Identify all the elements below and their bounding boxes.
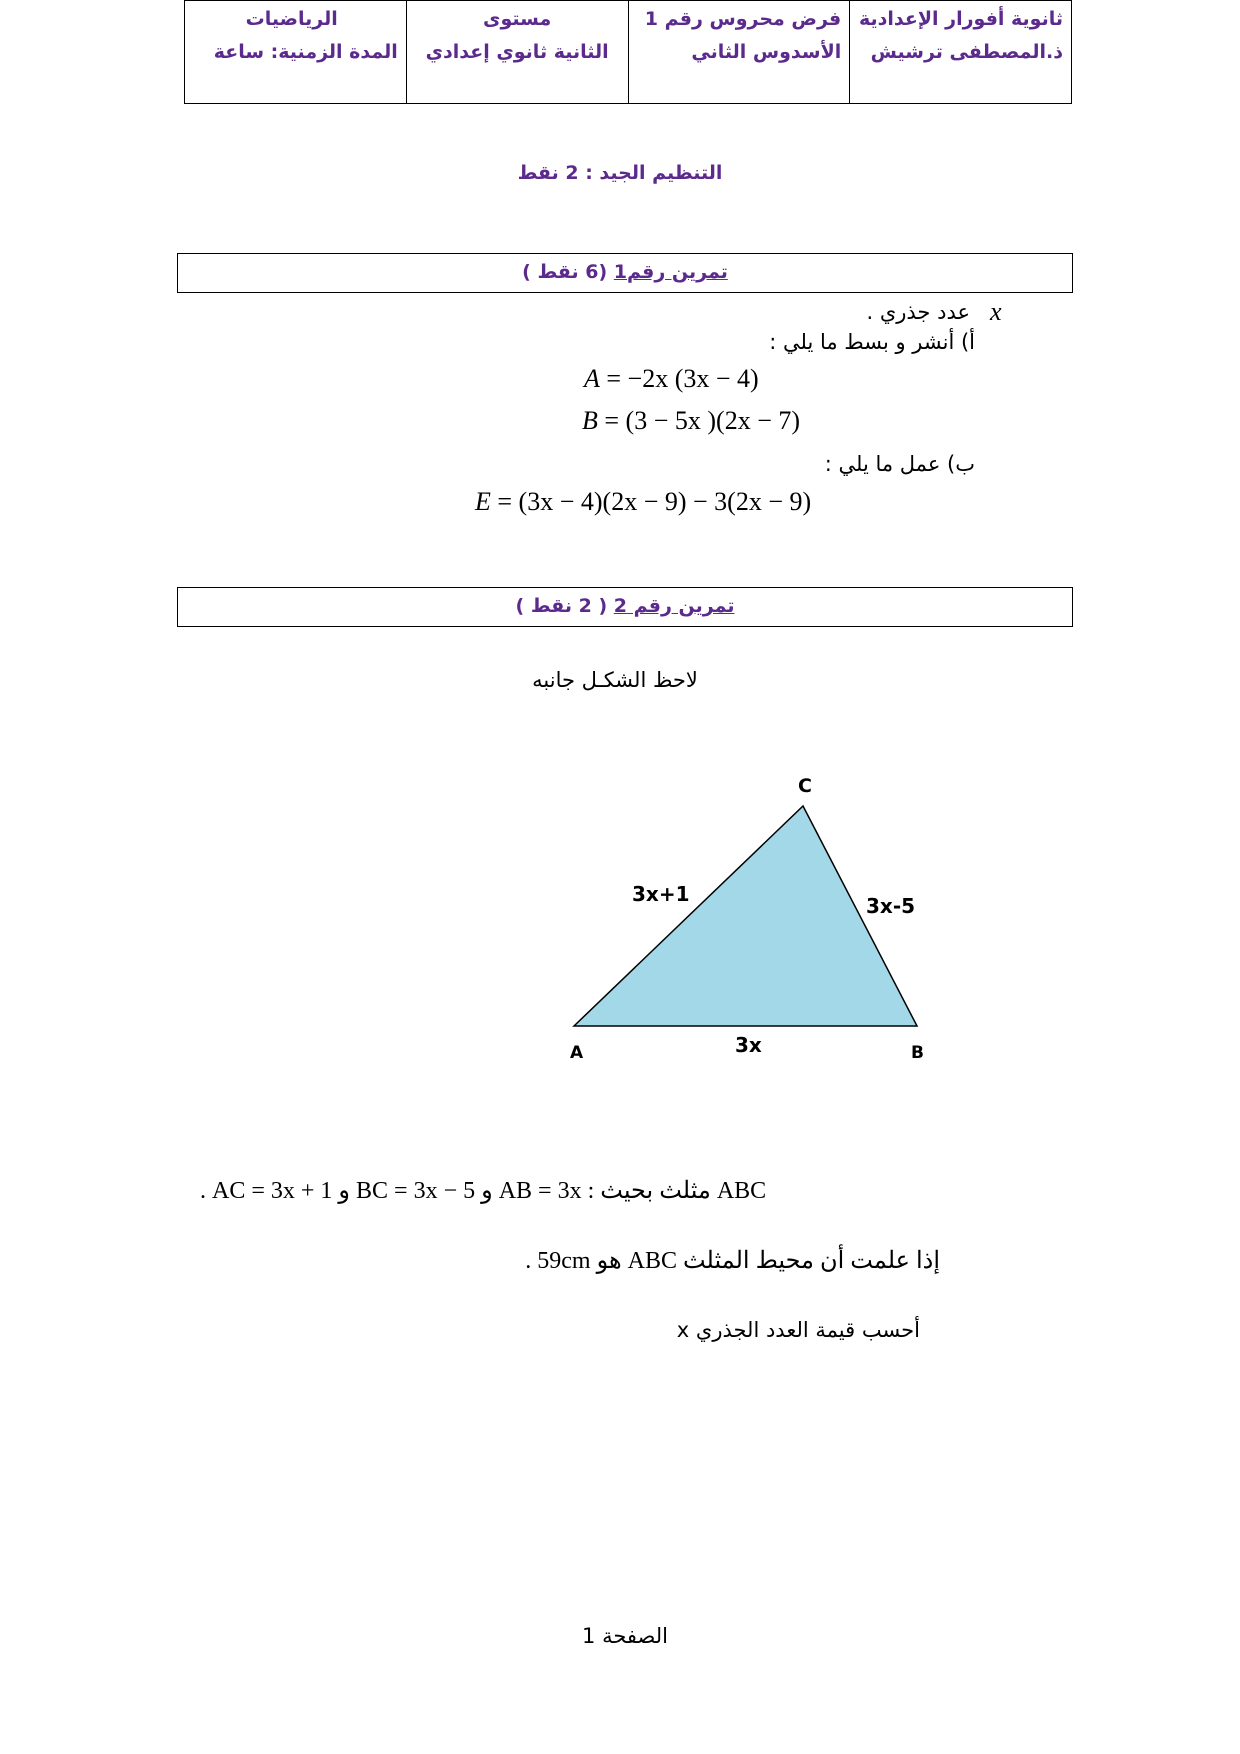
- expr-E: [475, 487, 811, 517]
- organization-note: التنظيم الجيد : 2 نقط: [517, 162, 723, 184]
- header-cell-subject: [185, 1, 407, 104]
- school-name: ثانوية أفورار الإعدادية: [859, 8, 1063, 30]
- page-number: الصفحة 1: [582, 1624, 668, 1648]
- expr-E-name: E: [475, 487, 491, 516]
- side-ac-label: 3x+1: [632, 882, 690, 906]
- duration: المدة الزمنية: ساعة: [213, 41, 398, 63]
- expr-E-rhs: = (3x − 4)(2x − 9) − 3(2x − 9): [497, 487, 812, 516]
- exercise2-header: [177, 587, 1073, 627]
- subject: الرياضيات: [245, 8, 338, 30]
- expr-B-rhs: = (3 − 5x )(2x − 7): [604, 406, 801, 435]
- ex2-observe: لاحظ الشكـل جانبه: [532, 668, 698, 692]
- header-cell-exam: [628, 1, 850, 104]
- exercise2-title: تمرين رقم 2: [613, 595, 735, 617]
- exercise1-points: (6 نقط ): [522, 261, 608, 283]
- ex1-intro-text: عدد جذري .: [866, 300, 970, 324]
- ex2-statement-2: إذا علمت أن محيط المثلث ABC هو 59cm .: [525, 1248, 940, 1274]
- level-value: الثانية ثانوي إعدادي: [425, 41, 609, 63]
- header-cell-level: [406, 1, 628, 104]
- side-bc-label: 3x-5: [866, 894, 916, 918]
- vertex-c-label: C: [798, 775, 812, 797]
- ex2-question: أحسب قيمة العدد الجذري x: [676, 1318, 920, 1342]
- ex2-statement-1: ABC مثلث بحيث : AB = 3x و BC = 3x − 5 و AC = 3x + 1 .: [200, 1178, 767, 1204]
- expr-A-rhs: = −2x (3x − 4): [606, 364, 759, 393]
- header-table: [184, 0, 1072, 104]
- ex1-var-x: x: [990, 297, 1002, 326]
- expr-A: [584, 364, 759, 394]
- semester: الأسدوس الثاني: [691, 41, 842, 63]
- side-ab-label: 3x: [735, 1033, 762, 1057]
- expr-B-name: B: [582, 406, 598, 435]
- header-cell-school: [850, 1, 1072, 104]
- ex1-part-a: أ) أنشر و بسط ما يلي :: [769, 330, 975, 354]
- vertex-b-label: B: [911, 1043, 924, 1063]
- ex1-part-b: ب) عمل ما يلي :: [824, 452, 975, 476]
- exercise1-header: [177, 253, 1073, 293]
- exam-title: فرض محروس رقم 1: [644, 8, 842, 30]
- teacher-name: ذ.المصطفى ترشيش: [870, 41, 1063, 63]
- expr-A-name: A: [584, 364, 600, 393]
- expr-B: [582, 406, 800, 436]
- vertex-a-label: A: [570, 1043, 584, 1063]
- exercise1-title: تمرين رقم1: [613, 261, 728, 283]
- level-label: مستوى: [483, 8, 552, 30]
- exercise2-points: ( 2 نقط ): [515, 595, 608, 617]
- triangle-figure: [540, 770, 940, 1070]
